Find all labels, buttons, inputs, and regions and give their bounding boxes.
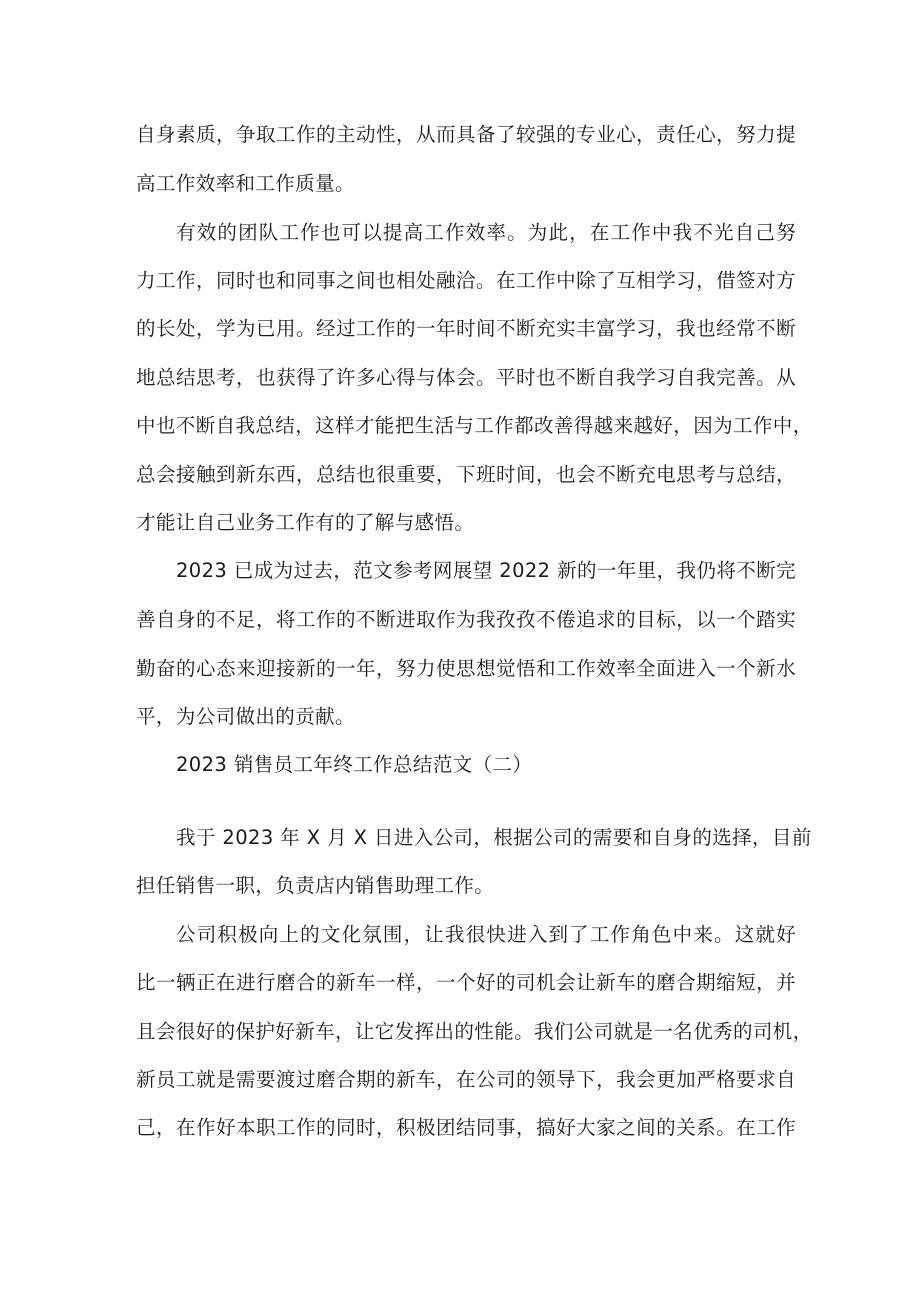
paragraph-2-line-3: 的长处，学为已用。经过工作的一年时间不断充实丰富学习，我也经常不断	[136, 317, 796, 340]
paragraph-6-line-1: 公司积极向上的文化氛围，让我很快进入到了工作角色中来。这就好	[176, 923, 796, 946]
paragraph-5-line-1: 我于 2023 年 X 月 X 日进入公司，根据公司的需要和自身的选择，目前	[176, 826, 812, 849]
paragraph-3-line-4: 平，为公司做出的贡献。	[136, 705, 355, 728]
paragraph-2-line-2: 力工作，同时也和同事之间也相处融洽。在工作中除了互相学习，借签对方	[136, 269, 796, 292]
paragraph-2-line-7: 才能让自己业务工作有的了解与感悟。	[136, 511, 475, 534]
paragraph-2-line-1: 有效的团队工作也可以提高工作效率。为此，在工作中我不光自己努	[176, 221, 796, 244]
paragraph-5-line-2: 担任销售一职，负责店内销售助理工作。	[136, 874, 495, 897]
paragraph-3-line-1: 2023 已成为过去，范文参考网展望 2022 新的一年里，我仍将不断完	[176, 559, 796, 582]
paragraph-6-line-3: 且会很好的保护好新车，让它发挥出的性能。我们公司就是一名优秀的司机，	[136, 1020, 813, 1043]
paragraph-1-line-1: 自身素质，争取工作的主动性，从而具备了较强的专业心，责任心，努力提	[136, 123, 796, 146]
paragraph-6-line-4: 新员工就是需要渡过磨合期的新车，在公司的领导下，我会更加严格要求自	[136, 1068, 796, 1091]
paragraph-3-line-3: 勤奋的心态来迎接新的一年，努力使思想觉悟和工作效率全面进入一个新水	[136, 657, 796, 680]
section-heading: 2023 销售员工年终工作总结范文（二）	[176, 753, 533, 776]
paragraph-6-line-2: 比一辆正在进行磨合的新车一样，一个好的司机会让新车的磨合期缩短，并	[136, 971, 796, 994]
paragraph-1-line-2: 高工作效率和工作质量。	[136, 172, 355, 195]
paragraph-6-line-5: 己，在作好本职工作的同时，积极团结同事，搞好大家之间的关系。在工作	[136, 1116, 796, 1139]
paragraph-2-line-5: 中也不断自我总结，这样才能把生活与工作都改善得越来越好，因为工作中，	[136, 414, 813, 437]
paragraph-2-line-4: 地总结思考，也获得了许多心得与体会。平时也不断自我学习自我完善。从	[136, 366, 796, 389]
paragraph-3-line-2: 善自身的不足，将工作的不断进取作为我孜孜不倦追求的目标，以一个踏实	[136, 608, 796, 631]
paragraph-2-line-6: 总会接触到新东西，总结也很重要，下班时间，也会不断充电思考与总结，	[136, 463, 796, 486]
